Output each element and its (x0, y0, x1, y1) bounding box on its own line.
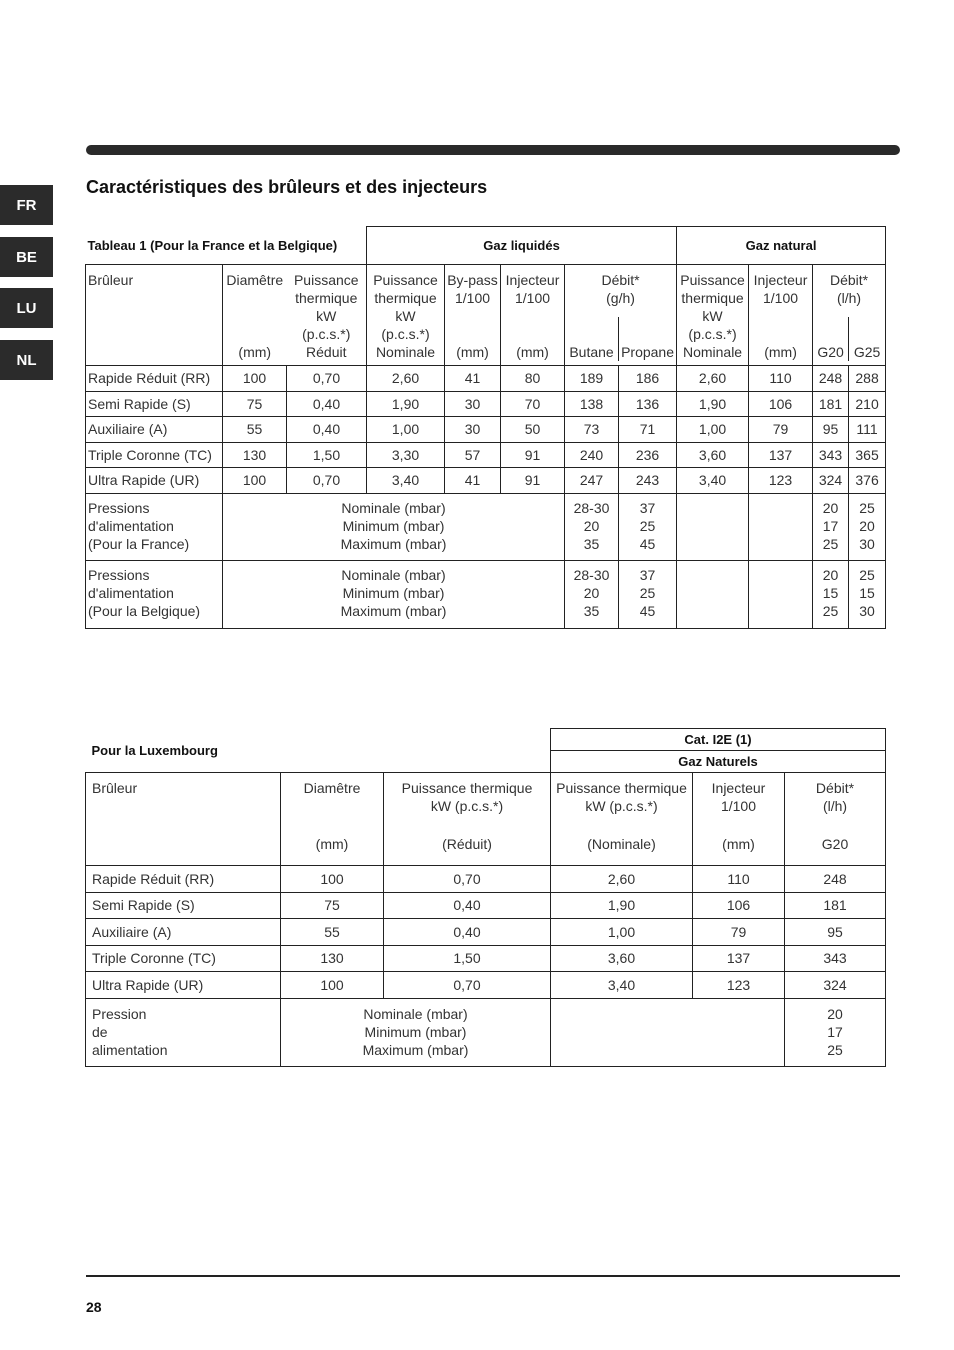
table-cell: 95 (813, 417, 849, 443)
table-cell: 343 (785, 945, 886, 972)
table-cell: 106 (749, 391, 813, 417)
table-cell: 288 (849, 366, 886, 392)
table-cell: 1,90 (551, 892, 693, 919)
lux-header-diameter: Diamêtre (mm) (281, 773, 384, 866)
table-row (86, 892, 886, 919)
table-cell: 41 (445, 366, 501, 392)
table-cell: 2,60 (551, 866, 693, 893)
burner-table-fr-be (85, 226, 886, 629)
category-label: Cat. I2E (1) (551, 729, 886, 751)
table-cell: 111 (849, 417, 886, 443)
header-rule (86, 145, 900, 155)
header-flow-liquid: Débit* (g/h) Butane Propane (565, 265, 677, 366)
table-cell: 106 (693, 892, 785, 919)
table-row (86, 442, 886, 468)
burner-name-cell: Triple Coronne (TC) (86, 442, 223, 468)
table-cell: 75 (223, 391, 287, 417)
lang-tab-be[interactable]: BE (0, 237, 53, 277)
header-burner: Brûleur (86, 265, 223, 366)
burner-name-cell: Auxiliaire (A) (86, 417, 223, 443)
lux-header-burner: Brûleur (86, 773, 281, 866)
lux-pressure-row: Pression de alimentation Nominale (mbar) Minimum (mbar) Maximum (mbar) 20 17 25 (86, 998, 886, 1066)
table-cell: 100 (223, 366, 287, 392)
table-row (86, 391, 886, 417)
burner-table-luxembourg (85, 728, 886, 1067)
table-cell: 181 (785, 892, 886, 919)
gas-natural-label: Gaz Naturels (551, 751, 886, 773)
table-cell: 110 (693, 866, 785, 893)
header-injector-natural: Injecteur 1/100 (mm) (749, 265, 813, 366)
page-title: Caractéristiques des brûleurs et des injecteurs (86, 177, 488, 197)
header-butane: Butane (569, 344, 614, 360)
table-row (86, 919, 886, 946)
table-cell: 130 (223, 442, 287, 468)
table-row (86, 945, 886, 972)
table-cell: 3,40 (551, 972, 693, 999)
header-power-nominal-natural: Puissance thermique kW (p.c.s.*) Nominale (677, 265, 749, 366)
lang-tab-fr[interactable]: FR (0, 185, 53, 225)
table-cell: 0,40 (287, 391, 367, 417)
table-cell: 30 (445, 417, 501, 443)
table-cell: 2,60 (677, 366, 749, 392)
table-cell: 100 (223, 468, 287, 494)
table-cell: 1,90 (367, 391, 445, 417)
table-cell: 137 (749, 442, 813, 468)
burner-name-cell: Semi Rapide (S) (86, 892, 281, 919)
table-cell: 55 (281, 919, 384, 946)
lux-header-power-reduced: Puissance thermique kW (p.c.s.*) (Réduit) (384, 773, 551, 866)
burner-name-cell: Semi Rapide (S) (86, 391, 223, 417)
table-cell: 30 (445, 391, 501, 417)
table-cell: 186 (619, 366, 677, 392)
table-cell: 1,50 (287, 442, 367, 468)
burner-name-cell: Rapide Réduit (RR) (86, 866, 281, 893)
group-natural-gas: Gaz natural (677, 227, 886, 265)
table-cell: 324 (813, 468, 849, 494)
table-row (86, 866, 886, 893)
burner-name-cell: Ultra Rapide (UR) (86, 972, 281, 999)
burner-name-cell: Triple Coronne (TC) (86, 945, 281, 972)
burner-name-cell: Rapide Réduit (RR) (86, 366, 223, 392)
table-cell: 236 (619, 442, 677, 468)
table-cell: 210 (849, 391, 886, 417)
header-flow-natural: Débit* (l/h) G20 G25 (813, 265, 886, 366)
table-cell: 79 (749, 417, 813, 443)
table-cell: 343 (813, 442, 849, 468)
table-cell: 0,40 (384, 892, 551, 919)
lang-tab-nl[interactable]: NL (0, 340, 53, 380)
table-cell: 3,60 (677, 442, 749, 468)
table-cell: 1,00 (677, 417, 749, 443)
table-cell: 0,70 (287, 366, 367, 392)
table-cell: 376 (849, 468, 886, 494)
table-cell: 70 (501, 391, 565, 417)
header-power-reduced: Puissance thermique kW (p.c.s.*) Réduit (287, 265, 367, 366)
table-cell: 1,00 (551, 919, 693, 946)
table-cell: 3,40 (677, 468, 749, 494)
lux-header-power-nominal: Puissance thermique kW (p.c.s.*) (Nominale) (551, 773, 693, 866)
pressure-row-belgium: Pressions d'alimentation (Pour la Belgique) Nominale (mbar) Minimum (mbar) Maximum (mbar) 28-30 20 35 37 25 45 20 15 25 25 15 30 (86, 560, 886, 628)
table-cell: 79 (693, 919, 785, 946)
table-cell: 189 (565, 366, 619, 392)
table-cell: 75 (281, 892, 384, 919)
table-cell: 324 (785, 972, 886, 999)
header-g25: G25 (848, 317, 885, 361)
table-cell: 41 (445, 468, 501, 494)
table-cell: 80 (501, 366, 565, 392)
header-g20: G20 (817, 344, 844, 360)
header-injector-liquid: Injecteur 1/100 (mm) (501, 265, 565, 366)
table-cell: 3,40 (367, 468, 445, 494)
pressure-row-france: Pressions d'alimentation (Pour la France) Nominale (mbar) Minimum (mbar) Maximum (mbar) 28-30 20 35 37 25 45 20 17 25 25 20 30 (86, 493, 886, 560)
lux-header-flow: Débit* (l/h) G20 (785, 773, 886, 866)
lang-tab-lu[interactable]: LU (0, 288, 53, 328)
header-bypass: By-pass 1/100 (mm) (445, 265, 501, 366)
table-cell: 123 (693, 972, 785, 999)
footer-rule (86, 1275, 900, 1277)
table-cell: 136 (619, 391, 677, 417)
table-row (86, 468, 886, 494)
table-cell: 91 (501, 468, 565, 494)
header-diameter: Diamêtre (mm) (223, 265, 287, 366)
table-row (86, 972, 886, 999)
table-cell: 130 (281, 945, 384, 972)
table-cell: 137 (693, 945, 785, 972)
table-cell: 1,90 (677, 391, 749, 417)
table-cell: 1,00 (367, 417, 445, 443)
header-power-nominal-liquid: Puissance thermique kW (p.c.s.*) Nominale (367, 265, 445, 366)
table-cell: 247 (565, 468, 619, 494)
table-cell: 1,50 (384, 945, 551, 972)
table-cell: 95 (785, 919, 886, 946)
table-cell: 71 (619, 417, 677, 443)
lux-header-injector: Injecteur 1/100 (mm) (693, 773, 785, 866)
table-cell: 55 (223, 417, 287, 443)
table-cell: 57 (445, 442, 501, 468)
table-cell: 248 (785, 866, 886, 893)
table-cell: 91 (501, 442, 565, 468)
table-cell: 181 (813, 391, 849, 417)
table-cell: 0,70 (384, 972, 551, 999)
table-cell: 365 (849, 442, 886, 468)
header-propane: Propane (618, 317, 676, 361)
table-cell: 3,60 (551, 945, 693, 972)
table-cell: 243 (619, 468, 677, 494)
table-cell: 248 (813, 366, 849, 392)
table-cell: 240 (565, 442, 619, 468)
table-cell: 0,40 (287, 417, 367, 443)
table-cell: 0,40 (384, 919, 551, 946)
table-cell: 50 (501, 417, 565, 443)
table-row (86, 366, 886, 392)
table1-caption: Tableau 1 (Pour la France et la Belgique) (87, 237, 338, 253)
table-cell: 73 (565, 417, 619, 443)
burner-name-cell: Ultra Rapide (UR) (86, 468, 223, 494)
table2-caption: Pour la Luxembourg (91, 742, 218, 758)
group-liquid-gas: Gaz liquidés (367, 227, 677, 265)
table-cell: 0,70 (384, 866, 551, 893)
table-cell: 0,70 (287, 468, 367, 494)
table-cell: 123 (749, 468, 813, 494)
table-row (86, 417, 886, 443)
burner-name-cell: Auxiliaire (A) (86, 919, 281, 946)
table-cell: 100 (281, 972, 384, 999)
table-cell: 110 (749, 366, 813, 392)
page-number: 28 (86, 1299, 102, 1315)
table-cell: 138 (565, 391, 619, 417)
table-cell: 2,60 (367, 366, 445, 392)
table-cell: 100 (281, 866, 384, 893)
table-cell: 3,30 (367, 442, 445, 468)
